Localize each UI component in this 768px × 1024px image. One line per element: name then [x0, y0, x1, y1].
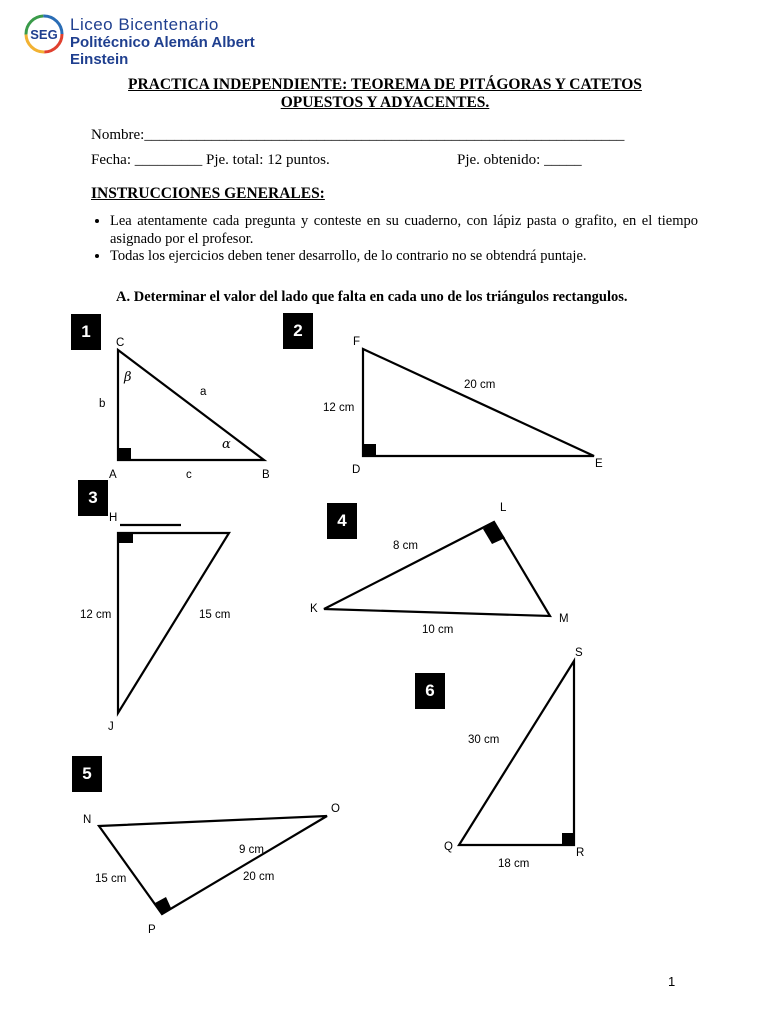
t6-leg: 18 cm — [498, 858, 530, 870]
t6-vertex-q: Q — [444, 841, 453, 853]
t5-vertex-n: N — [83, 814, 92, 826]
t1-vertex-a: A — [109, 469, 117, 481]
t1-side-c: c — [186, 469, 192, 481]
instructions-heading: INSTRUCCIONES GENERALES: — [91, 185, 325, 202]
t6-vertex-s: S — [575, 647, 583, 659]
fecha-line: Fecha: _________ Pje. total: 12 puntos. — [91, 152, 330, 168]
right-angle-mark-6 — [562, 833, 574, 845]
t5-vertex-o: O — [331, 803, 340, 815]
title-line1: PRACTICA INDEPENDIENTE: TEOREMA DE PITÁGORAS Y CATETOS — [128, 76, 642, 93]
right-angle-mark-2 — [364, 444, 376, 456]
t2-leg: 12 cm — [323, 402, 355, 414]
section-a-title: A. Determinar el valor del lado que falta en cada uno de los triángulos rectangulos. — [116, 289, 628, 305]
right-angle-mark-1 — [119, 448, 131, 460]
t6-vertex-r: R — [576, 847, 585, 859]
t1-side-a: a — [200, 386, 207, 398]
page-number: 1 — [668, 974, 676, 989]
instruction-item: • Lea atentamente cada pregunta y conteste en su cuaderno, con lápiz pasta o grafito, en el tiempo asignado por el profesor. — [110, 213, 698, 248]
triangle-2 — [363, 349, 594, 456]
t2-vertex-d: D — [352, 464, 361, 476]
triangle-1 — [118, 350, 264, 460]
triangle-3 — [118, 533, 229, 713]
t4-leg: 8 cm — [393, 540, 418, 552]
t1-angle-alpha: α — [222, 437, 231, 452]
t1-vertex-c: C — [116, 337, 125, 349]
exercise-badge-2: 2 — [283, 313, 313, 349]
exercise-badge-1: 1 — [71, 314, 101, 350]
t5-side-20cm: 20 cm — [243, 871, 275, 883]
t3-hypotenuse: 15 cm — [199, 609, 231, 621]
t2-vertex-f: F — [353, 336, 361, 348]
t1-side-b: b — [99, 398, 106, 410]
exercise-badge-3: 3 — [78, 480, 108, 516]
t4-vertex-l: L — [500, 502, 507, 514]
t1-vertex-b: B — [262, 469, 270, 481]
nombre-line: Nombre:________________________________________________________________ — [91, 127, 625, 143]
t3-vertex-h: H — [109, 512, 118, 524]
triangle-6 — [459, 661, 574, 845]
exercise-badge-6: 6 — [415, 673, 445, 709]
t5-side-15cm: 15 cm — [95, 873, 127, 885]
logo-line2: Politécnico Alemán Albert Einstein — [70, 34, 255, 68]
triangle-5 — [99, 816, 327, 914]
t5-vertex-p: P — [148, 924, 156, 936]
logo-badge-text: SEG — [30, 27, 58, 42]
t4-vertex-k: K — [310, 603, 318, 615]
exercise-badge-5: 5 — [72, 756, 102, 792]
t1-angle-beta: β — [124, 370, 132, 385]
instruction-item: • Todas los ejercicios deben tener desarrollo, de lo contrario no se obtendrá puntaje. — [110, 248, 698, 266]
t6-hypotenuse: 30 cm — [468, 734, 500, 746]
right-angle-mark-5 — [155, 897, 171, 914]
t3-leg: 12 cm — [80, 609, 112, 621]
t3-vertex-j: J — [108, 721, 114, 733]
t5-side-9cm: 9 cm — [239, 844, 264, 856]
title-line2: OPUESTOS Y ADYACENTES. — [280, 94, 490, 111]
right-angle-mark-3 — [119, 534, 133, 543]
t2-hypotenuse: 20 cm — [464, 379, 496, 391]
triangle-4 — [324, 522, 550, 616]
exercise-badge-4: 4 — [327, 503, 357, 539]
pje-obtenido: Pje. obtenido: _____ — [457, 152, 582, 168]
t2-vertex-e: E — [595, 458, 603, 470]
t4-hypotenuse: 10 cm — [422, 624, 454, 636]
logo-line1: Liceo Bicentenario — [70, 15, 219, 34]
t4-vertex-m: M — [559, 613, 569, 625]
